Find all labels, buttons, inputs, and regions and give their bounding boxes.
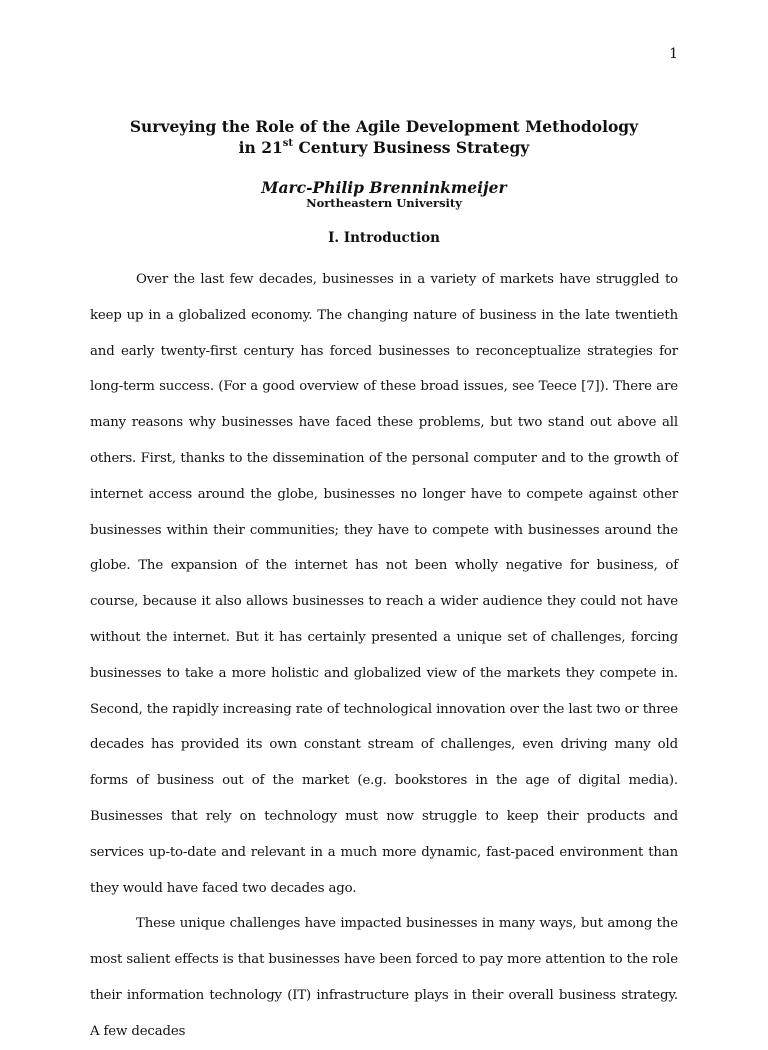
paper-title-line-1: Surveying the Role of the Agile Development Methodology — [129, 117, 639, 136]
paper-title-line-2-suffix: Century Business Strategy — [293, 138, 530, 157]
paper-title-line-2 — [90, 137, 678, 158]
section-heading: I. Introduction — [328, 230, 440, 246]
author-name: Marc-Philip Brenninkmeijer — [261, 178, 507, 197]
page-number: 1 — [669, 46, 678, 62]
paragraph-2: These unique challenges have impacted businesses in many ways, but among the most salient effects is that businesses have been forced to pay more attention to the role their information technology (IT) infrastructure plays in their overall business strategy. A few decades — [90, 916, 678, 1039]
author-affiliation: Northeastern University — [306, 196, 462, 210]
paper-title — [90, 116, 678, 158]
paragraph-1: Over the last few decades, businesses in a variety of markets have struggled to keep up in a globalized economy. The changing nature of business in the late twentieth and early twenty-first century has forced businesses to reconceptualize strategies for long-term success. (For a good overview of these broad issues, see Teece [7]). There are many reasons why businesses have faced these problems, but two stand out above all others. First, thanks to the dissemination of the personal computer and to the growth of internet access around the globe, businesses no longer have to compete against other businesses within their communities; they have to compete with businesses around the globe. The expansion of the internet has not been wholly negative for business, of course, because it also allows businesses to reach a wider audience they could not have without the internet. But it has certainly presented a unique set of challenges, forcing businesses to take a more holistic and globalized view of the markets they compete in. Second, the rapidly increasing rate of technological innovation over the last two or three decades has provided its own constant stream of challenges, even driving many old forms of business out of the market (e.g. bookstores in the age of digital media). Businesses that rely on technology must now struggle to keep their products and services up-to-date and relevant in a much more dynamic, fast-paced environment than they would have faced two decades ago. — [90, 272, 678, 896]
body-text — [90, 262, 678, 1050]
paper-title-superscript: st — [282, 137, 294, 149]
paper-title-line-2-prefix: in 21 — [238, 138, 283, 157]
